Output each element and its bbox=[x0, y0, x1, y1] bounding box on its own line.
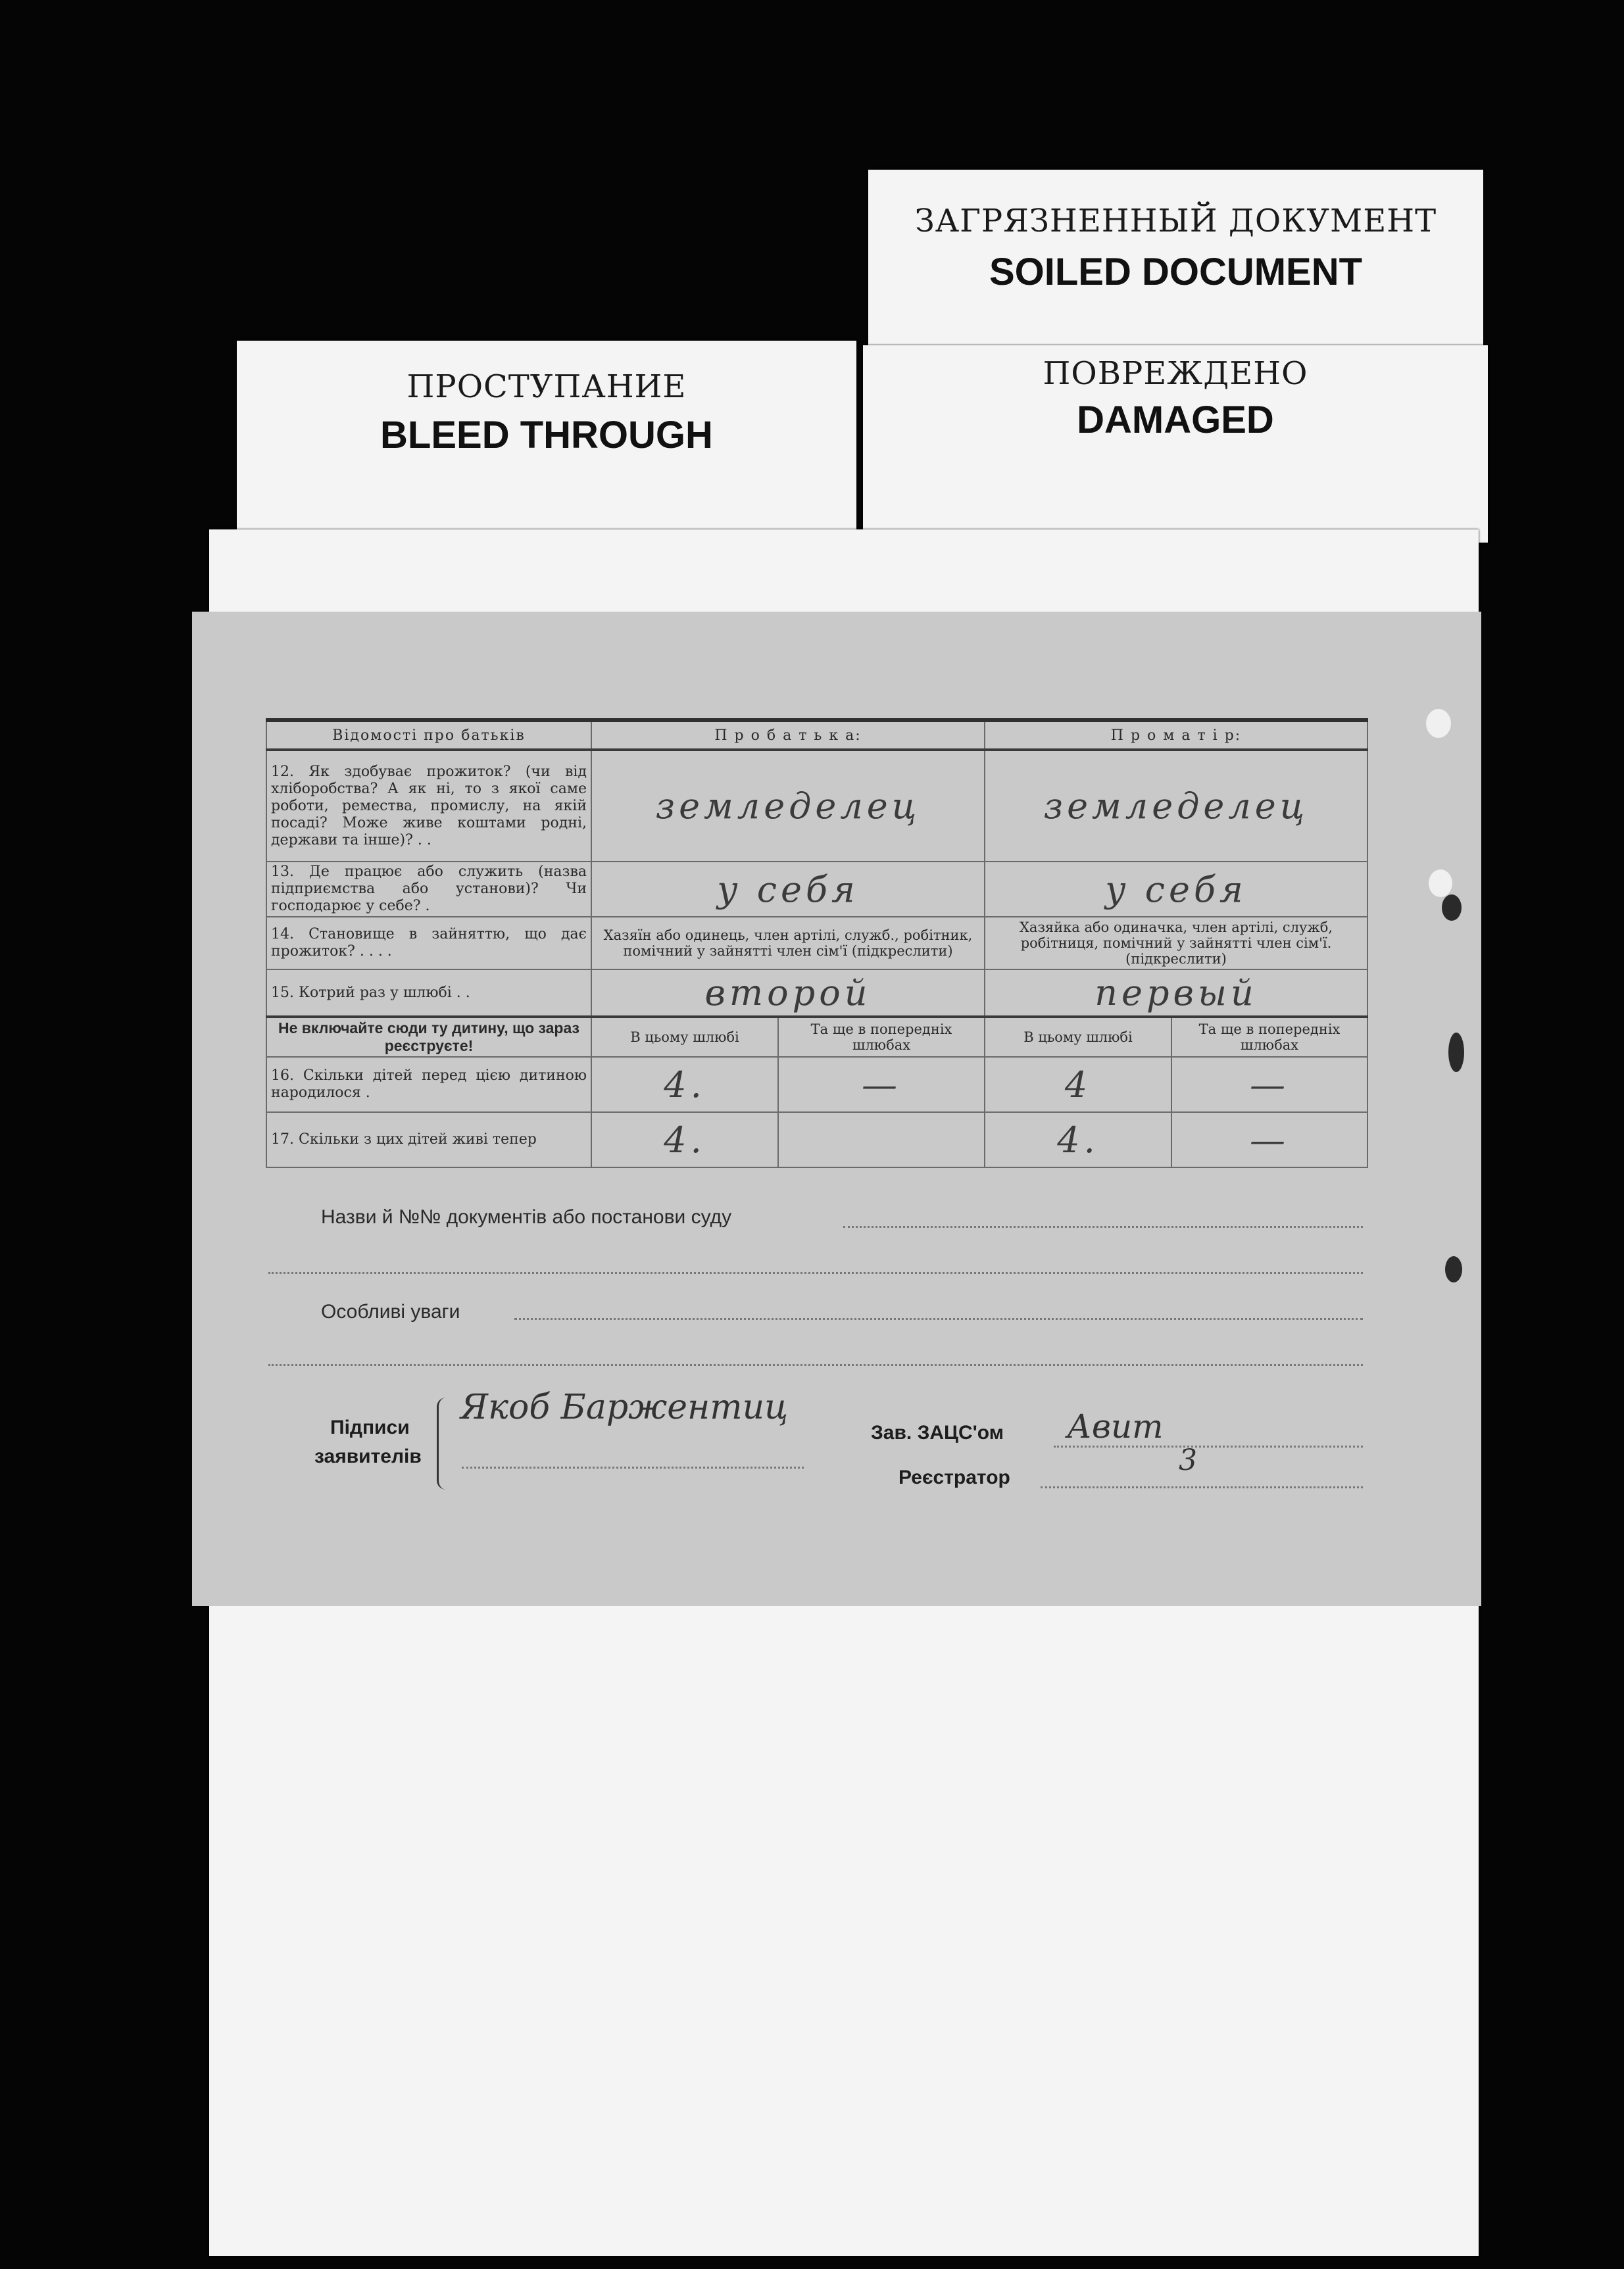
q17-mother-prev: — bbox=[1171, 1112, 1367, 1167]
punch-hole bbox=[1429, 869, 1452, 897]
children-note: Не включайте сюди ту дитину, що зараз реєструєте! bbox=[266, 1017, 591, 1057]
damage-spot bbox=[1445, 1256, 1462, 1282]
damaged-card bbox=[863, 345, 1488, 543]
q17-father-this: 4. bbox=[591, 1112, 778, 1167]
damaged-label-ru: ПОВРЕЖДЕНО bbox=[1043, 355, 1308, 392]
col-father-this-marriage: В цьому шлюбі bbox=[591, 1017, 778, 1057]
zags-head-label: Зав. ЗАЦС'ом bbox=[871, 1422, 1004, 1444]
q16-father-this: 4. bbox=[591, 1057, 778, 1112]
mother-workplace: у себя bbox=[985, 862, 1367, 917]
father-occupation: земледелец bbox=[591, 750, 985, 862]
applicant-signature-line-2 bbox=[462, 1467, 804, 1469]
signatures-label-1: Підписи bbox=[330, 1417, 410, 1438]
soiled-document-card bbox=[868, 170, 1483, 357]
col-mother-prev-marriages: Та ще в попередніх шлюбах bbox=[1171, 1017, 1367, 1057]
registrar-label: Реєстратор bbox=[898, 1467, 1010, 1488]
col-mother-this-marriage: В цьому шлюбі bbox=[985, 1017, 1171, 1057]
zags-head-line bbox=[1054, 1446, 1363, 1448]
question-15: 15. Котрий раз у шлюбі . . bbox=[266, 969, 591, 1017]
zags-head-signature: Авит bbox=[1067, 1407, 1164, 1446]
punch-hole bbox=[1426, 709, 1451, 738]
applicant-signature: Якоб Баржентиц bbox=[460, 1388, 789, 1427]
mother-marriage-number: первый bbox=[985, 969, 1367, 1017]
documents-line bbox=[843, 1226, 1363, 1228]
soiled-label-ru: ЗАГРЯЗНЕННЫЙ ДОКУМЕНТ bbox=[914, 203, 1437, 239]
signature-bracket bbox=[437, 1398, 447, 1490]
documents-line-2 bbox=[268, 1272, 1363, 1274]
damage-spot bbox=[1448, 1033, 1464, 1072]
bleed-label-ru: ПРОСТУПАНИЕ bbox=[406, 368, 687, 405]
bleed-through-card bbox=[237, 341, 856, 538]
father-workplace: у себя bbox=[591, 862, 985, 917]
q17-father-prev bbox=[778, 1112, 985, 1167]
header-info: Відомості про батьків bbox=[266, 720, 591, 750]
q16-father-prev: — bbox=[778, 1057, 985, 1112]
documents-label: Назви й №№ документів або постанови суду bbox=[321, 1206, 732, 1228]
header-mother: П р о м а т і р: bbox=[985, 720, 1367, 750]
signatures-label-2: заявителів bbox=[314, 1446, 422, 1467]
question-13: 13. Де працює або служить (назва підприємства або установи)? Чи господарює у себе? . bbox=[266, 862, 591, 917]
q16-mother-this: 4 bbox=[985, 1057, 1171, 1112]
q17-mother-this: 4. bbox=[985, 1112, 1171, 1167]
father-status: Хазяїн або одинець, член артілі, служб., робітник, помічний у зайнятті член сім'ї (підкреслити) bbox=[591, 917, 985, 969]
form-sheet bbox=[192, 612, 1481, 1606]
header-father: П р о б а т ь к а: bbox=[591, 720, 985, 750]
notes-line-2 bbox=[268, 1364, 1363, 1366]
father-marriage-number: второй bbox=[591, 969, 985, 1017]
soiled-label-en: SOILED DOCUMENT bbox=[989, 251, 1363, 293]
col-father-prev-marriages: Та ще в попередніх шлюбах bbox=[778, 1017, 985, 1057]
parents-info-table bbox=[266, 718, 1368, 1168]
mother-occupation: земледелец bbox=[985, 750, 1367, 862]
question-14: 14. Становище в зайняттю, що дає прожиток? . . . . bbox=[266, 917, 591, 969]
question-12: 12. Як здобуває прожиток? (чи від хліборобства? А як ні, то з якої саме роботи, ремества, промислу, на якій посаді? Може живе коштами родні, держави та інше)? . . bbox=[266, 750, 591, 862]
question-16: 16. Скільки дітей перед цією дитиною народилося . bbox=[266, 1057, 591, 1112]
registrar-line bbox=[1041, 1486, 1363, 1488]
bleed-label-en: BLEED THROUGH bbox=[380, 414, 713, 456]
registrar-signature: 3 bbox=[1179, 1444, 1197, 1477]
q16-mother-prev: — bbox=[1171, 1057, 1367, 1112]
damaged-label-en: DAMAGED bbox=[1077, 399, 1274, 441]
notes-label: Особливі уваги bbox=[321, 1301, 460, 1323]
damage-spot bbox=[1442, 894, 1462, 921]
question-17: 17. Скільки з цих дітей живі тепер bbox=[266, 1112, 591, 1167]
notes-line bbox=[514, 1318, 1363, 1320]
mother-status: Хазяйка або одиначка, член артілі, служб, робітниця, помічний у зайнятті член сім'ї. (підкреслити) bbox=[985, 917, 1367, 969]
